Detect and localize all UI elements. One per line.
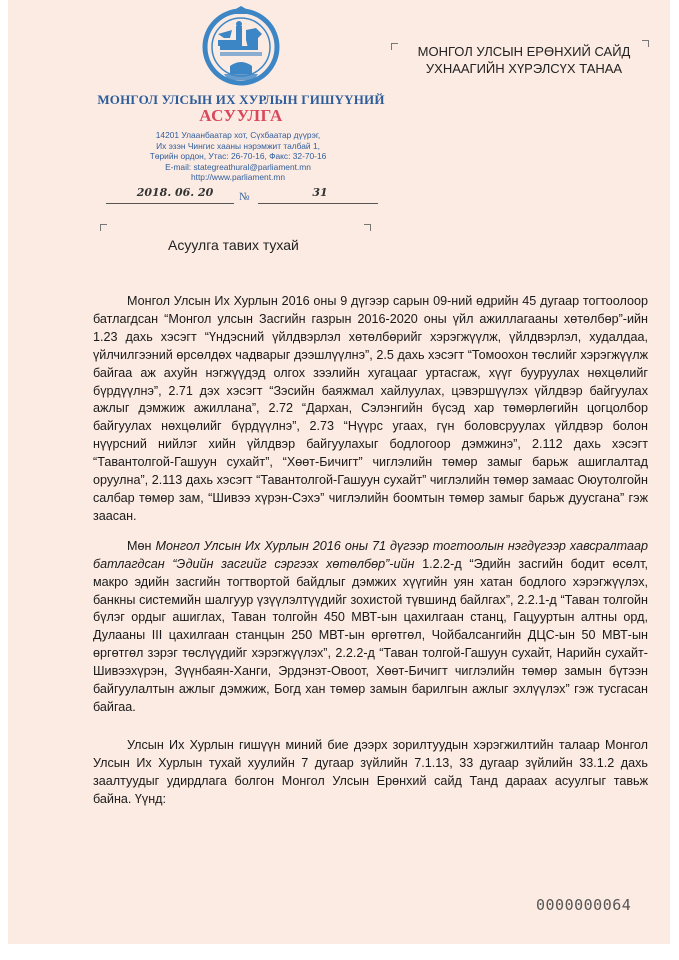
address-line: Төрийн ордон, Утас: 26-70-16, Факс: 32-70-16 [149, 151, 327, 162]
handwritten-date: 2018. 06. 20 [136, 186, 214, 199]
paragraph-3: Улсын Их Хурлын гишүүн миний бие дээрх зорилтуудын хэрэгжилтийн талаар Монгол Улсын Их Хурлын тухай хуулийн 7 дугаар зүйлийн 7.1.13, 33 дугаар зүйлийн 33.1.2 дахь заалтуудыг удирдлага болгон Монгол Улсын Ерөнхий сайд Танд дараах асуулгыг тавьж байна. Үүнд: [93, 737, 648, 806]
recipient-block [404, 43, 644, 77]
subject-corner-mark-left [100, 224, 107, 231]
organization-title: МОНГОЛ УЛСЫН ИХ ХУРЛЫН ГИШҮҮНИЙ [97, 92, 385, 107]
serial-number: 0000000064 [536, 896, 632, 914]
address-line: 14201 Улаанбаатар хот, Сүхбаатар дүүрэг, [155, 130, 321, 140]
subject-line: Асуулга тавих тухай [168, 237, 299, 253]
address-block [108, 130, 368, 183]
letter-body [93, 293, 648, 820]
state-emblem-icon [200, 4, 282, 86]
paragraph-1: Монгол Улсын Их Хурлын 2016 оны 9 дүгээр сарын 09-ний өдрийн 45 дугаар тогтоолоор батлагдсан “Монгол улсын Засгийн газрын 2016-2020 оны үйл ажиллагааны хөтөлбөр”-ийн 1.23 дахь хэсэгт “Үндэсний үйлдвэрлэл хөтөлбөрийг хэрэгжүүлж, үйлдвэрлэл, худалдаа, үйлчилгээний өрсөлдөх чадварыг дээшлүүлнэ”, 2.5 дахь хэсэгт “Томоохон төслийг хэрэгжүүлж байгаа аж ахуйн нэгжүүдэд олгох зээлийн хугацааг уртасгаж, хүүг бууруулах нөхцөлийг бүрдүүлнэ”, 2.71 дэх хэсэгт “Зэсийн баяжмал хайлуулах, цэвэршүүлэх үйлдвэр байгуулах ажлыг дэмжиж ажиллана”, 2.72 “Дархан, Сэлэнгийн бүсэд хар төмөрлөгийн цогцолбор байгуулах нөхцөлийг бүрдүүлнэ”, 2.73 “Нүүрс угаах, гүн боловсруулах үйлдвэр болон нүүрсний нийлэг хийн үйлдвэр байгуулахыг бодлогоор дэмжинэ”, 2.112 дахь хэсэгт “Тавантолгой-Гашуун сухайт”, “Хөөт-Бичигт” чиглэлийн төмөр замыг барьж ашиглалтад оруулна”, 2.113 дахь хэсэгт “Тавантолгой-Гашуун сухайт” чиглэлийн төмөр замаас Оюутолгойн салбар төмөр зам, “Шивээ хүрэн-Сэхэ” чиглэлийн боомтын төмөр замыг барьж дуусгана” гэж заасан. [93, 294, 648, 523]
recipient-corner-mark-left [391, 43, 398, 50]
paragraph-2 [93, 538, 648, 717]
email-line: E-mail: stategreathural@parliament.mn [165, 161, 311, 172]
document-type: АСУУЛГА [199, 106, 283, 125]
handwritten-number: 31 [312, 186, 328, 199]
date-number-row [106, 186, 381, 206]
recipient-line: МОНГОЛ УЛСЫН ЕРӨНХИЙ САЙД [417, 44, 631, 59]
number-underline [258, 203, 378, 204]
website-line: http://www.parliament.mn [190, 172, 286, 183]
paragraph-2-rest: 1.2.2-д “Эдийн засгийн бодит өсөлт, макро эдийн засгийн тогтвортой байдлыг дэмжих хүүгийн уян хатан бодлого хэрэгжүүлэх, банкны системийн шалгуур үзүүлэлтүүдийг зохистой түвшинд байлгах”, 2.2.1-д “Таван толгойн бүлэг ордыг ашиглах, Таван толгойн 450 МВТ-ын цахилгаан станц, Гацууртын алтны орд, Дулааны III цахилгаан станцын 250 МВТ-ын өргөтгөл, Чойбалсангийн ДЦС-ын 50 МВТ-ын өргөтгөл зэрэг төслүүдийг хэрэгжүүлэх”, 2.2.2-д “Таван толгой-Гашуун сухайт, Нарийн сухайт-Шивээхүрэн, Зүүнбаян-Ханги, Эрдэнэт-Овоот, Хөөт-Бичигт чиглэлийн төмөр замын бүтээн байгуулалтын ажлыг дэмжиж, Богд хан төмөр замын барилгын ажлыг эхлүүлэх” гэж тусгасан байгаа. [93, 556, 648, 714]
subject-corner-mark-right [364, 224, 371, 231]
recipient-line: УХНААГИЙН ХҮРЭЛСҮХ ТАНАА [425, 61, 623, 76]
paragraph-2-start: Мөн [127, 538, 156, 553]
paragraph-2-italic: Монгол Улсын Их Хурлын 2016 оны 71 дүгээр тогтоолын нэгдүгээр хавсралтаар батлагдсан “Эдийн засгийг сэргээх хөтөлбөр”-ийн [93, 538, 648, 571]
letter-page [8, 0, 670, 944]
number-sign: № [239, 191, 250, 203]
date-underline [106, 203, 234, 204]
address-line: Их эзэн Чингис хааны нэрэмжит талбай 1, [156, 140, 320, 151]
